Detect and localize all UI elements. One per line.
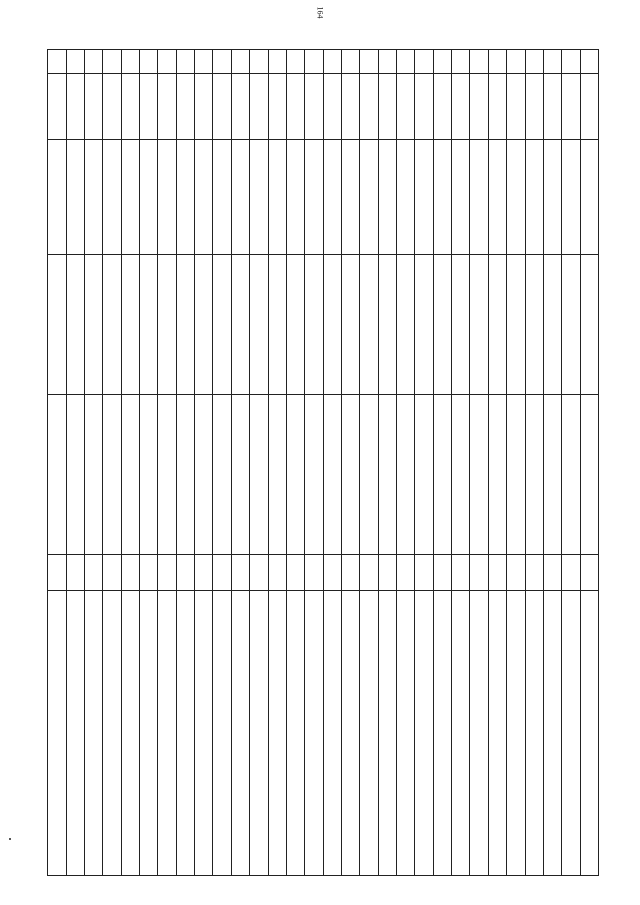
operator-cell — [452, 140, 470, 255]
address-cell — [158, 395, 176, 555]
lines-cell — [470, 591, 488, 876]
operator-cell — [378, 140, 396, 255]
operator-cell — [397, 140, 415, 255]
address-cell — [176, 395, 194, 555]
address-cell — [103, 395, 121, 555]
row-number-cell — [121, 50, 139, 74]
operator-cell — [231, 140, 249, 255]
object-cell — [140, 255, 158, 395]
address-cell — [360, 395, 378, 555]
infrastructure-table-rotated — [47, 49, 599, 875]
value-cell — [341, 555, 359, 591]
object-cell — [360, 255, 378, 395]
locality-cell — [176, 74, 194, 140]
operator-cell — [323, 140, 341, 255]
value-cell — [231, 555, 249, 591]
lines-cell — [231, 591, 249, 876]
value-cell — [470, 555, 488, 591]
lines-cell — [286, 591, 304, 876]
object-cell — [305, 255, 323, 395]
value-cell — [286, 555, 304, 591]
locality-cell — [231, 74, 249, 140]
table-row — [323, 50, 341, 876]
scan-artifact — [9, 838, 11, 840]
table-row — [360, 50, 378, 876]
object-cell — [562, 255, 580, 395]
row-number-cell — [580, 50, 598, 74]
locality-cell — [433, 74, 451, 140]
object-cell — [378, 255, 396, 395]
row-number-cell — [250, 50, 268, 74]
table-row — [543, 50, 561, 876]
row-number-cell — [525, 50, 543, 74]
locality-cell — [195, 74, 213, 140]
table-row — [452, 50, 470, 876]
address-cell — [323, 395, 341, 555]
locality-cell — [580, 74, 598, 140]
address-cell — [268, 395, 286, 555]
row-number-cell — [231, 50, 249, 74]
value-cell — [176, 555, 194, 591]
lines-cell — [84, 591, 102, 876]
row-number-cell — [470, 50, 488, 74]
locality-cell — [213, 74, 231, 140]
value-cell — [48, 555, 67, 591]
operator-cell — [84, 140, 102, 255]
operator-cell — [562, 140, 580, 255]
row-number-cell — [84, 50, 102, 74]
lines-cell — [66, 591, 84, 876]
value-cell — [397, 555, 415, 591]
operator-cell — [140, 140, 158, 255]
object-cell — [433, 255, 451, 395]
table-row — [433, 50, 451, 876]
table-row — [231, 50, 249, 876]
object-cell — [103, 255, 121, 395]
value-cell — [378, 555, 396, 591]
value-cell — [121, 555, 139, 591]
lines-cell — [378, 591, 396, 876]
row-number-cell — [488, 50, 506, 74]
table-row — [66, 50, 84, 876]
lines-cell — [121, 591, 139, 876]
address-cell — [415, 395, 433, 555]
value-cell — [415, 555, 433, 591]
lines-cell — [397, 591, 415, 876]
address-cell — [195, 395, 213, 555]
locality-cell — [268, 74, 286, 140]
lines-cell — [195, 591, 213, 876]
table-row — [158, 50, 176, 876]
lines-cell — [158, 591, 176, 876]
value-cell — [507, 555, 525, 591]
locality-cell — [158, 74, 176, 140]
object-cell — [176, 255, 194, 395]
row-number-cell — [195, 50, 213, 74]
operator-cell — [580, 140, 598, 255]
operator-cell — [250, 140, 268, 255]
table-row — [305, 50, 323, 876]
table-row — [507, 50, 525, 876]
object-cell — [525, 255, 543, 395]
lines-cell — [213, 591, 231, 876]
operator-cell — [543, 140, 561, 255]
lines-cell — [525, 591, 543, 876]
locality-cell — [250, 74, 268, 140]
value-cell — [213, 555, 231, 591]
locality-cell — [415, 74, 433, 140]
value-cell — [323, 555, 341, 591]
row-number-cell — [48, 50, 67, 74]
locality-cell — [286, 74, 304, 140]
object-cell — [121, 255, 139, 395]
locality-cell — [121, 74, 139, 140]
operator-cell — [488, 140, 506, 255]
operator-cell — [66, 140, 84, 255]
locality-cell — [452, 74, 470, 140]
address-cell — [341, 395, 359, 555]
row-number-cell — [213, 50, 231, 74]
address-cell — [213, 395, 231, 555]
table-row — [525, 50, 543, 876]
operator-cell — [103, 140, 121, 255]
lines-cell — [543, 591, 561, 876]
object-cell — [195, 255, 213, 395]
address-cell — [488, 395, 506, 555]
address-cell — [507, 395, 525, 555]
operator-cell — [433, 140, 451, 255]
address-cell — [66, 395, 84, 555]
infrastructure-table — [47, 49, 599, 876]
locality-cell — [66, 74, 84, 140]
value-cell — [158, 555, 176, 591]
table-row — [268, 50, 286, 876]
address-cell — [84, 395, 102, 555]
value-cell — [84, 555, 102, 591]
object-cell — [415, 255, 433, 395]
locality-cell — [48, 74, 67, 140]
operator-cell — [286, 140, 304, 255]
page-number: 164 — [315, 6, 325, 19]
lines-cell — [305, 591, 323, 876]
object-cell — [452, 255, 470, 395]
lines-cell — [433, 591, 451, 876]
object-cell — [213, 255, 231, 395]
row-number-cell — [562, 50, 580, 74]
table-row — [562, 50, 580, 876]
address-cell — [543, 395, 561, 555]
locality-cell — [378, 74, 396, 140]
locality-cell — [305, 74, 323, 140]
locality-cell — [470, 74, 488, 140]
value-cell — [580, 555, 598, 591]
value-cell — [103, 555, 121, 591]
lines-cell — [103, 591, 121, 876]
row-number-cell — [360, 50, 378, 74]
operator-cell — [48, 140, 67, 255]
object-cell — [268, 255, 286, 395]
row-number-cell — [543, 50, 561, 74]
table-row — [121, 50, 139, 876]
lines-cell — [140, 591, 158, 876]
lines-cell — [250, 591, 268, 876]
value-cell — [525, 555, 543, 591]
lines-cell — [341, 591, 359, 876]
row-number-cell — [305, 50, 323, 74]
operator-cell — [341, 140, 359, 255]
row-number-cell — [341, 50, 359, 74]
address-cell — [140, 395, 158, 555]
row-number-cell — [158, 50, 176, 74]
value-cell — [140, 555, 158, 591]
address-cell — [305, 395, 323, 555]
address-cell — [580, 395, 598, 555]
locality-cell — [140, 74, 158, 140]
operator-cell — [470, 140, 488, 255]
operator-cell — [158, 140, 176, 255]
lines-cell — [580, 591, 598, 876]
value-cell — [66, 555, 84, 591]
table-row — [470, 50, 488, 876]
row-number-cell — [433, 50, 451, 74]
address-cell — [397, 395, 415, 555]
row-number-cell — [397, 50, 415, 74]
lines-cell — [452, 591, 470, 876]
object-cell — [84, 255, 102, 395]
table-row — [580, 50, 598, 876]
locality-cell — [488, 74, 506, 140]
table-row — [176, 50, 194, 876]
object-cell — [507, 255, 525, 395]
locality-cell — [525, 74, 543, 140]
value-cell — [488, 555, 506, 591]
operator-cell — [268, 140, 286, 255]
table-row — [103, 50, 121, 876]
lines-cell — [415, 591, 433, 876]
value-cell — [195, 555, 213, 591]
row-number-cell — [176, 50, 194, 74]
value-cell — [360, 555, 378, 591]
row-number-cell — [378, 50, 396, 74]
table-row — [84, 50, 102, 876]
address-cell — [470, 395, 488, 555]
table-row — [195, 50, 213, 876]
operator-cell — [415, 140, 433, 255]
row-number-cell — [286, 50, 304, 74]
value-cell — [562, 555, 580, 591]
row-number-cell — [140, 50, 158, 74]
value-cell — [305, 555, 323, 591]
operator-cell — [525, 140, 543, 255]
locality-cell — [507, 74, 525, 140]
table-row — [488, 50, 506, 876]
address-cell — [286, 395, 304, 555]
table-row — [250, 50, 268, 876]
operator-cell — [176, 140, 194, 255]
address-cell — [250, 395, 268, 555]
object-cell — [48, 255, 67, 395]
object-cell — [488, 255, 506, 395]
lines-cell — [507, 591, 525, 876]
locality-cell — [360, 74, 378, 140]
address-cell — [378, 395, 396, 555]
address-cell — [433, 395, 451, 555]
address-cell — [121, 395, 139, 555]
object-cell — [158, 255, 176, 395]
lines-cell — [268, 591, 286, 876]
lines-cell — [360, 591, 378, 876]
table-row — [140, 50, 158, 876]
locality-cell — [562, 74, 580, 140]
object-cell — [286, 255, 304, 395]
locality-cell — [397, 74, 415, 140]
operator-cell — [360, 140, 378, 255]
address-cell — [452, 395, 470, 555]
table-row — [213, 50, 231, 876]
object-cell — [323, 255, 341, 395]
object-cell — [470, 255, 488, 395]
table-row — [341, 50, 359, 876]
operator-cell — [507, 140, 525, 255]
address-cell — [562, 395, 580, 555]
lines-cell — [562, 591, 580, 876]
object-cell — [66, 255, 84, 395]
operator-cell — [213, 140, 231, 255]
lines-cell — [323, 591, 341, 876]
value-cell — [452, 555, 470, 591]
address-cell — [231, 395, 249, 555]
table-row — [48, 50, 67, 876]
table-row — [415, 50, 433, 876]
operator-cell — [195, 140, 213, 255]
table-row — [286, 50, 304, 876]
address-cell — [525, 395, 543, 555]
object-cell — [543, 255, 561, 395]
row-number-cell — [415, 50, 433, 74]
table-row — [378, 50, 396, 876]
operator-cell — [121, 140, 139, 255]
lines-cell — [488, 591, 506, 876]
row-number-cell — [268, 50, 286, 74]
row-number-cell — [66, 50, 84, 74]
operator-cell — [305, 140, 323, 255]
object-cell — [250, 255, 268, 395]
locality-cell — [103, 74, 121, 140]
object-cell — [397, 255, 415, 395]
table-row — [397, 50, 415, 876]
object-cell — [341, 255, 359, 395]
row-number-cell — [323, 50, 341, 74]
locality-cell — [341, 74, 359, 140]
locality-cell — [543, 74, 561, 140]
row-number-cell — [103, 50, 121, 74]
address-cell — [48, 395, 67, 555]
value-cell — [543, 555, 561, 591]
row-number-cell — [507, 50, 525, 74]
table-body — [48, 50, 599, 876]
row-number-cell — [452, 50, 470, 74]
lines-cell — [176, 591, 194, 876]
value-cell — [433, 555, 451, 591]
value-cell — [268, 555, 286, 591]
lines-cell — [48, 591, 67, 876]
value-cell — [250, 555, 268, 591]
locality-cell — [323, 74, 341, 140]
object-cell — [580, 255, 598, 395]
object-cell — [231, 255, 249, 395]
locality-cell — [84, 74, 102, 140]
